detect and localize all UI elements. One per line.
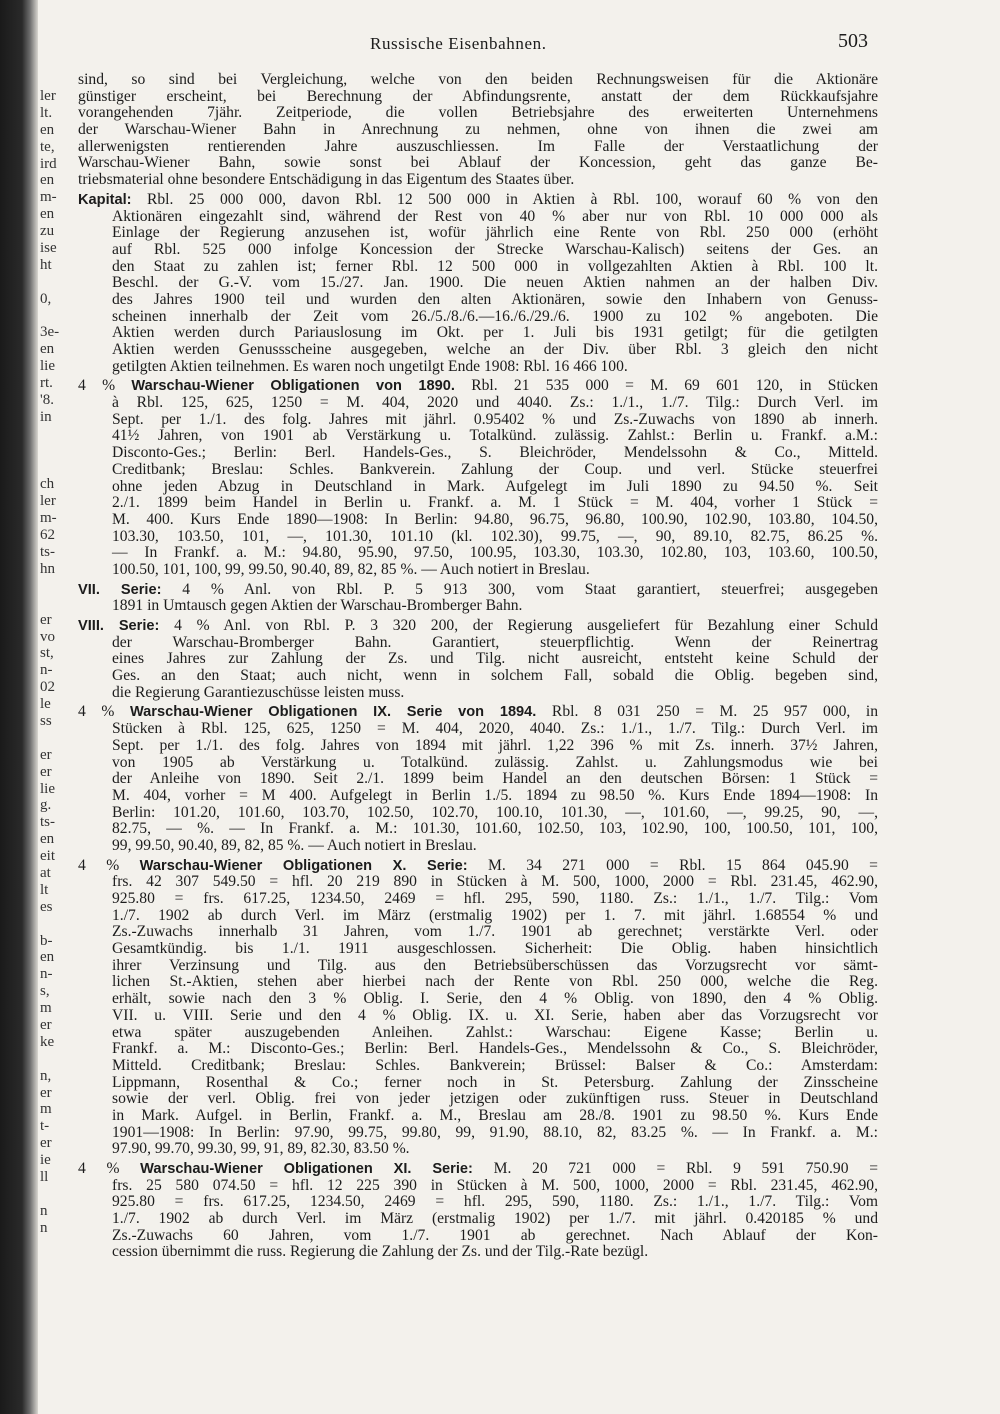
entry-text: 4 % Anl. von Rbl. P. 3 320 200, der Regierung ausgeliefert für Bezahlung einer Schuld [159, 618, 878, 634]
text-line: 1./7. 1902 ab durch Verl. im März (erstmalig 1902) per 1. 7. mit jährl. 1.68554 % und [112, 907, 878, 924]
text-line: Aktien werden durch Pariauslosung im Okt. per 1. Juli bis 1931 getilgt; für die getilgten [112, 325, 878, 342]
text-line: 925.80 = frs. 617.25, 1234.50, 2469 = hfl. 295, 590, 1180. Zs.: 1./1., 1./7. Tilg.: Vom [112, 891, 878, 907]
interest-rate-prefix: 4 % [78, 857, 140, 874]
entry-paragraph [78, 192, 878, 376]
interest-rate-prefix: 4 % [78, 704, 130, 721]
text-line: Sept. per 1./1. des folg. Jahres von 1894 mit jährl. 1,22 396 % mit Zs. innerh. 37½ Jahren, [112, 737, 878, 754]
gutter-fragment: lt. [40, 104, 53, 121]
gutter-fragment [40, 595, 66, 612]
entry-first-line [78, 704, 878, 721]
gutter-fragment: er [40, 1016, 52, 1033]
text-line: der Anleihe von 1890. Seit 2./1. 1899 beim Handel an den deutschen Börsen: 1 Stück = [112, 771, 878, 788]
page-number: 503 [838, 30, 868, 52]
gutter-fragment [40, 274, 66, 291]
text-line: M. 400. Kurs Ende 1890—1908: In Berlin: 94.80, 96.75, 96.80, 100.90, 102.90, 103.80, 104.50, [112, 511, 878, 528]
entry-first-line [78, 582, 878, 599]
entry-heading: Kapital: [78, 191, 132, 208]
gutter-fragment: en [40, 172, 55, 189]
text-line: Beschl. der G.-V. vom 15./27. Jan. 1900. Die neuen Aktien nahmen an der halben Div. [112, 275, 878, 292]
text-line: Gesamtkündig. bis 1./1. 1911 ausgeschlossen. Sicherheit: Die Oblig. haben hinsichtlich [112, 941, 878, 958]
entry-first-line [78, 618, 878, 635]
gutter-fragment: ie [40, 1152, 51, 1169]
text-line: ihrer Verzinsung und Tilg. aus den Betriebsüberschüssen das Vorzugsrecht vor sämt- [112, 957, 878, 974]
gutter-fragment: er [40, 763, 52, 780]
entry-heading: Warschau-Wiener Obligationen von 1890. [131, 378, 455, 395]
text-line: Disconto-Ges.; Berlin: Berl. Handels-Ges., S. Bleichröder, Mendelssohn & Co., Mitteld. [112, 445, 878, 462]
text-line: 103.30, 103.50, 101, —, 101.30, 101.10 (kl. 102.30), 99.75, —, 90, 89.10, 82.75, 86.25 %. [112, 528, 878, 545]
gutter-fragment: en [40, 831, 55, 848]
entry-paragraph [78, 618, 878, 701]
text-line: in Mark. Aufgel. in Berlin, Frankf. a. M., Breslau am 28./8. 1901 zu 98.50 %. Kurs Ende [112, 1107, 878, 1124]
entry-text: Rbl. 8 031 250 = M. 25 957 000, in [536, 704, 878, 721]
gutter-fragment [40, 308, 66, 325]
gutter-fragment: eit [40, 848, 55, 865]
gutter-fragment: t- [40, 1118, 50, 1135]
text-line: 1./7. 1902 ab durch Verl. im März (erstmalig 1902) per 1./7. mit jährl. 0.420185 % und [112, 1211, 878, 1228]
text-line: sind, so sind bei Vergleichung, welche von den beiden Rechnungsweisen für die Aktionäre [78, 72, 878, 88]
text-line: 2./1. 1899 beim Handel in Berlin u. Frankf. a. M. 1 Stück = M. 404, vorher 1 Stück = [112, 495, 878, 512]
gutter-fragment: m- [40, 189, 57, 206]
text-line: Zs.-Zuwachs innerhalb 31 Jahren, vom 1./7. 1901 ab gerechnet; verstärkte Verl. oder [112, 924, 878, 941]
gutter-fragment: n- [40, 966, 53, 983]
entry-paragraph [78, 1161, 878, 1261]
entry-first-line [78, 192, 878, 209]
gutter-fragment: ss [40, 712, 52, 729]
text-line: die Regierung Garantiezuschüsse leisten muss. [112, 684, 405, 701]
text-line: Sept. per 1./1. des folg. Jahres mit jährl. 0.95402 % und Zs.-Zuwachs von 1890 ab innerh. [112, 411, 878, 428]
gutter-fragment: m [40, 1101, 52, 1118]
gutter-fragment: es [40, 898, 53, 915]
interest-rate-prefix: 4 % [78, 1161, 141, 1177]
gutter-fragment: le [40, 696, 51, 713]
gutter-fragment: 02 [40, 679, 55, 696]
gutter-fragment: n- [40, 662, 53, 679]
gutter-fragment: lie [40, 358, 55, 375]
entry-first-line [78, 1161, 878, 1178]
text-line: à Rbl. 125, 625, 1250 = M. 404, 2020 und 4040. Zs.: 1./1., 1./7. Tilg.: Durch Verl. im [112, 395, 878, 412]
text-line: der Warschau-Bromberger Bahn. Garantiert, steuerpflichtig. Wenn der Reinertrag [112, 634, 878, 651]
text-line: sowie der verl. Oblig. frei von jeder jetzigen oder zukünftigen russ. Steuer in Deutschland [112, 1091, 878, 1108]
gutter-fragment [40, 916, 66, 933]
gutter-fragment: st, [40, 645, 54, 662]
gutter-fragment: lie [40, 780, 55, 797]
continuation-paragraph [78, 72, 878, 189]
text-line: 1901—1908: In Berlin: 97.90, 99.75, 99.80, 99, 91.90, 88.10, 82, 83.25 %. — In Frankf. a. M.: [112, 1124, 878, 1141]
gutter-fragment: n, [40, 1067, 52, 1084]
gutter-fragment [40, 1051, 66, 1068]
book-binding-shadow [0, 0, 38, 1414]
text-line: Aktien werden Genussscheine ausgegeben, welche an der Div. über Rbl. 3 gleich den nicht [112, 342, 878, 358]
entry-text: Rbl. 25 000 000, davon Rbl. 12 500 000 in Aktien à Rbl. 100, worauf 60 % von den [131, 191, 878, 208]
interest-rate-prefix: 4 % [78, 378, 132, 395]
text-line: Lippmann, Rosenthal & Co.; ferner noch in St. Petersburg. Zahlung der Zinsscheine [112, 1074, 878, 1091]
gutter-fragment: 0, [40, 290, 52, 307]
gutter-fragment: n [40, 1202, 48, 1219]
gutter-fragment: s, [40, 983, 50, 1000]
entry-paragraph [78, 858, 878, 1158]
entry-heading: VII. Serie: [78, 581, 162, 598]
text-line: 97.90, 99.70, 99.30, 99, 91, 89, 82.30, 83.50 %. [112, 1141, 410, 1158]
adjacent-page-margin-fragments [40, 88, 66, 1237]
text-line: der Warschau-Wiener Bahn in Anrechnung zu nehmen, ohne von ihnen die zwei am [78, 122, 878, 139]
gutter-fragment: ke [40, 1033, 55, 1050]
text-line: des Jahres 1900 teil und wurden den alten Aktionären, sowie den Inhabern von Genuss- [112, 291, 878, 308]
text-line: allerwenigsten rentierenden Jahre auszuschliessen. Im Falle der Verstaatlichung der [78, 138, 878, 155]
text-line: günstiger erscheint, bei Berechnung der Abfindungsrente, anstatt der dem Rückkaufsjahre [78, 88, 878, 105]
text-line: ohne jeden Abzug in Deutschland in Mark. Aufgelegt im Juli 1890 zu 94.50 %. Seit [112, 478, 878, 495]
gutter-fragment [40, 730, 66, 747]
text-line: cession übernimmt die russ. Regierung die Zahlung der Zs. und der Tilg.-Rate bezügl. [112, 1244, 649, 1261]
gutter-fragment: er [40, 746, 52, 763]
text-line: Frankf. a. M.: Disconto-Ges.; Berlin: Berl. Handels-Ges., Mendelssohn & Co., S. Bleichröder, [112, 1041, 878, 1058]
text-line: VII. u. VIII. Serie und den 4 % Oblig. IX. u. XI. Serie, haben aber das Vorzugsrecht vor [112, 1007, 878, 1024]
gutter-fragment: en [40, 206, 55, 223]
text-line: Stücken à Rbl. 125, 625, 1250 = M. 404, 2020, 4040. Zs.: 1./1., 1./7. Tilg.: Durch Verl. im [112, 721, 878, 738]
text-line: M. 404, vorher = M 400. Aufgelegt in Berlin 1./5. 1894 zu 98.50 %. Kurs Ende 1894—1908: In [112, 787, 878, 804]
gutter-fragment: ch [40, 476, 55, 493]
text-line: Zs.-Zuwachs 60 Jahren, vom 1./7. 1901 ab gerechnet. Nach Ablauf der Kon- [112, 1227, 878, 1244]
text-line: erhält, sowie nach den 3 % Oblig. I. Serie, den 4 % Oblig. von 1890, den 4 % Oblig. [112, 991, 878, 1008]
entry-heading: Warschau-Wiener Obligationen XI. Serie: [140, 1161, 473, 1177]
gutter-fragment: ise [40, 240, 57, 257]
gutter-fragment: en [40, 949, 55, 966]
text-line: 41½ Jahren, von 1901 ab Verstärkung u. Totalkünd. zulässig. Zahlst.: Berlin u. Frankf. a.M.: [112, 428, 878, 445]
gutter-fragment: ts- [40, 544, 55, 561]
entry-paragraph [78, 378, 878, 578]
page-body [78, 72, 878, 1261]
text-line: lichen St.-Aktien, stehen aber hierbei nach der Rente von Rbl. 250 000, welche die Reg. [112, 974, 878, 991]
entry-text: M. 20 721 000 = Rbl. 9 591 750.90 = [472, 1161, 878, 1177]
text-line: — In Frankf. a. M.: 94.80, 95.90, 97.50, 100.95, 103.30, 103.30, 102.80, 103, 103.60, 100.50, [112, 545, 878, 562]
gutter-fragment: en [40, 341, 55, 358]
text-line: auf Rbl. 525 000 infolge Koncession der Strecke Warschau-Kalisch) seitens der Ges. an [112, 241, 878, 258]
entry-heading: Warschau-Wiener Obligationen IX. Serie von 1894. [129, 704, 537, 721]
gutter-fragment: '8. [40, 392, 54, 409]
running-title: Russische Eisenbahnen. [370, 34, 547, 53]
gutter-fragment: ird [40, 155, 57, 172]
entry-paragraph [78, 704, 878, 854]
text-line: Einlage der Regierung anzusehen ist, wofür jährlich eine Rente von Rbl. 250 000 (erhöht [112, 225, 878, 242]
gutter-fragment: ler [40, 88, 56, 104]
gutter-fragment: in [40, 408, 52, 425]
text-line: von 1905 ab Verstärkung u. Totalkünd. zulässig. Zahlst. u. Zahlungsmodus wie bei [112, 754, 878, 771]
gutter-fragment [40, 578, 66, 595]
gutter-fragment: ht [40, 256, 52, 273]
entry-heading: VIII. Serie: [78, 618, 160, 634]
text-line: frs. 42 307 549.50 = hfl. 20 219 890 in Stücken à M. 500, 1000, 2000 = Rbl. 231.45, 462.90, [112, 874, 878, 891]
text-line: getilgten Aktien teilnehmen. Es waren noch ungetilgt Ende 1908: Rbl. 16 466 100. [112, 358, 628, 375]
gutter-fragment: b- [40, 932, 53, 949]
gutter-fragment [40, 426, 66, 443]
gutter-fragment: 3e- [40, 324, 60, 341]
gutter-fragment: te, [40, 138, 55, 155]
entry-text: M. 34 271 000 = Rbl. 15 864 045.90 = [467, 857, 878, 874]
gutter-fragment: vo [40, 628, 55, 645]
gutter-fragment: zu [40, 223, 55, 240]
gutter-fragment: rt. [40, 375, 53, 392]
entry-first-line [78, 378, 878, 395]
gutter-fragment: er [40, 1084, 52, 1101]
entry-paragraph [78, 582, 878, 615]
entry-text: 4 % Anl. von Rbl. P. 5 913 300, vom Staat garantiert, steuerfrei; ausgegeben [161, 581, 878, 598]
gutter-fragment: lt [40, 881, 49, 898]
gutter-fragment [40, 443, 66, 460]
gutter-fragment [40, 460, 66, 477]
entry-first-line [78, 858, 878, 875]
text-line: scheinen innerhalb der Zeit vom 26./5./8./6.—16./6./29./6. 1900 zu 102 % angeboten. Die [112, 308, 878, 325]
gutter-fragment: en [40, 121, 55, 138]
text-line: Mitteld. Creditbank; Breslau: Schles. Bankverein; Brüssel: Balser & Co.: Amsterdam: [112, 1057, 878, 1074]
text-line: Aktionären eingezahlt sind, während der Rest von 40 % aber nur von Rbl. 10 000 000 als [112, 208, 878, 225]
gutter-fragment: ler [40, 493, 56, 510]
gutter-fragment: m [40, 1000, 52, 1017]
gutter-fragment: 62 [40, 527, 55, 544]
text-line: Warschau-Wiener Bahn, sowie sonst bei Ablauf der Koncession, geht das ganze Be- [78, 155, 878, 172]
gutter-fragment: ts- [40, 814, 55, 831]
gutter-fragment: er [40, 1135, 52, 1152]
text-line: 100.50, 101, 100, 99, 99.50, 90.40, 89, 82, 85 %. — Auch notiert in Breslau. [112, 561, 590, 578]
text-line: 99, 99.50, 90.40, 89, 82, 85 %. — Auch notiert in Breslau. [112, 837, 477, 854]
gutter-fragment: er [40, 611, 52, 628]
entry-heading: Warschau-Wiener Obligationen X. Serie: [139, 857, 468, 874]
text-line: eines Jahres zur Zahlung der Zs. und Tilg. nicht ausreicht, entsteht keine Schuld der [112, 651, 878, 668]
text-line: triebsmaterial ohne besondere Entschädigung in das Eigentum des Staates über. [78, 172, 575, 189]
text-line: Creditbank; Breslau: Schles. Bankverein. Zahlung der Coup. und verl. Stücke steuerfrei [112, 461, 878, 478]
text-line: 82.75, — %. — In Frankf. a. M.: 101.30, 101.60, 102.50, 103, 102.90, 100, 100.50, 101, 100, [112, 821, 878, 838]
text-line: den Staat zu zahlen ist; ferner Rbl. 12 500 000 in vollgezahlten Aktien à Rbl. 100 lt. [112, 258, 878, 275]
text-line: 1891 in Umtausch gegen Aktien der Warschau-Bromberger Bahn. [112, 598, 523, 615]
gutter-fragment: g. [40, 797, 52, 814]
gutter-fragment: at [40, 864, 51, 881]
gutter-fragment: hn [40, 560, 55, 577]
text-line: 925.80 = frs. 617.25, 1234.50, 2469 = hfl. 295, 590, 1180. Zs.: 1./1., 1./7. Tilg.: Vom [112, 1194, 878, 1211]
gutter-fragment: n [40, 1219, 48, 1236]
gutter-fragment [40, 1186, 66, 1203]
gutter-fragment: m- [40, 510, 57, 527]
text-line: Ges. an den Staat; auch nicht, wenn in solchem Fall, sobald die Oblig. begeben sind, [112, 668, 878, 685]
text-line: frs. 25 580 074.50 = hfl. 12 225 390 in Stücken à M. 500, 1000, 2000 = Rbl. 231.45, 462.90, [112, 1177, 878, 1194]
entry-text: Rbl. 21 535 000 = M. 69 601 120, in Stücken [454, 378, 878, 395]
text-line: etwa später auszugebenden Anleihen. Zahlst.: Warschau: Eigene Kasse; Berlin u. [112, 1024, 878, 1041]
gutter-fragment: ll [40, 1169, 49, 1185]
text-line: Berlin: 101.20, 101.60, 103.70, 102.50, 102.70, 100.10, 101.30, —, 101.60, —, 99.25, 90, —, [112, 804, 878, 821]
text-line: vorangehenden 7jähr. Zeitperiode, die vollen Betriebsjahre des erweiterten Unternehmens [78, 105, 878, 122]
